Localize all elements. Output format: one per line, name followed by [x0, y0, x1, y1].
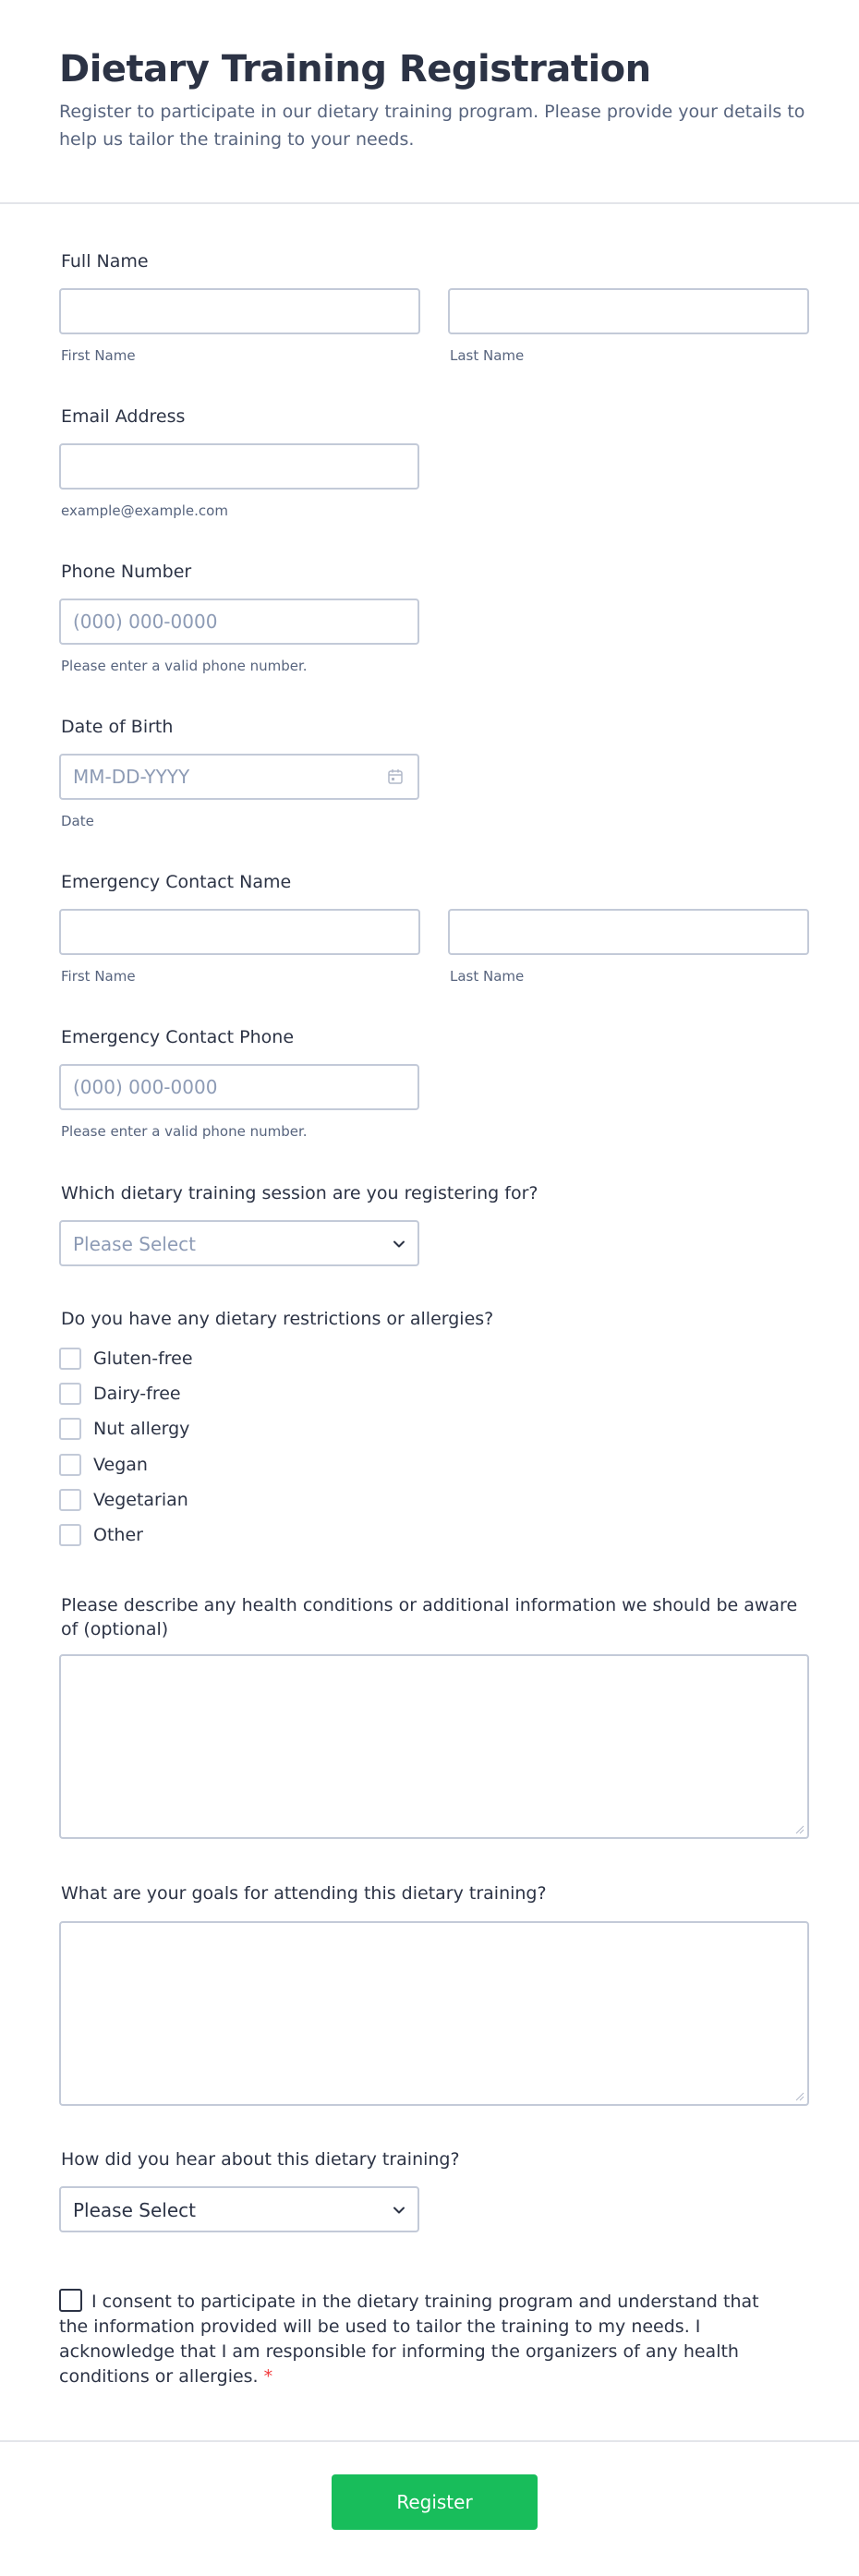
checkbox-label: Vegan	[93, 1455, 148, 1475]
checkbox-label: Dairy-free	[93, 1384, 181, 1404]
checkbox[interactable]	[59, 1454, 81, 1476]
emergency-first-name-input[interactable]	[59, 909, 420, 955]
dob-sublabel: Date	[61, 813, 94, 829]
last-name-input[interactable]	[448, 288, 809, 334]
first-name-sublabel: First Name	[61, 347, 136, 364]
referral-select-value: Please Select	[73, 2199, 196, 2221]
phone-sublabel: Please enter a valid phone number.	[61, 658, 308, 674]
goals-textarea[interactable]	[59, 1921, 809, 2106]
first-name-input[interactable]	[59, 288, 420, 334]
email-label: Email Address	[61, 406, 186, 427]
checkbox-label: Other	[93, 1525, 143, 1545]
checkbox[interactable]	[59, 1418, 81, 1440]
form-header	[0, 0, 859, 204]
form-subtitle: Register to participate in our dietary training program. Please provide your details to help us tailor the training to your needs.	[59, 102, 805, 150]
health-label: Please describe any health conditions or additional information we should be aware of (optional)	[61, 1595, 798, 1639]
checkbox-label: Gluten-free	[93, 1348, 193, 1369]
last-name-sublabel: Last Name	[450, 347, 525, 364]
consent-text: I consent to participate in the dietary training program and understand that the information provided will be used to tailor the training to my needs. I acknowledge that I am responsible for informing the organizers of any health conditions or allergies.	[59, 2292, 759, 2387]
emergency-phone-sublabel: Please enter a valid phone number.	[61, 1123, 308, 1140]
email-input[interactable]	[59, 443, 419, 490]
checkbox[interactable]	[59, 1348, 81, 1370]
register-button[interactable]: Register	[332, 2474, 538, 2530]
emergency-last-name-sublabel: Last Name	[450, 968, 525, 985]
emergency-phone-input[interactable]	[59, 1064, 419, 1110]
phone-input[interactable]	[59, 599, 419, 645]
emergency-phone-label: Emergency Contact Phone	[61, 1027, 295, 1047]
emergency-first-name-sublabel: First Name	[61, 968, 136, 985]
resize-handle-icon[interactable]	[795, 2092, 805, 2101]
checkbox-label: Vegetarian	[93, 1490, 188, 1510]
referral-select[interactable]	[59, 2186, 419, 2232]
restrictions-label: Do you have any dietary restrictions or allergies?	[61, 1309, 494, 1329]
session-select-value: Please Select	[73, 1233, 196, 1255]
phone-label: Phone Number	[61, 562, 192, 582]
checkbox[interactable]	[59, 1489, 81, 1511]
consent-checkbox[interactable]	[59, 2289, 82, 2312]
goals-label: What are your goals for attending this dietary training?	[61, 1883, 547, 1904]
required-marker: *	[263, 2366, 273, 2387]
dob-input[interactable]	[59, 754, 419, 800]
consent-block	[59, 2289, 761, 2389]
email-sublabel: example@example.com	[61, 502, 228, 519]
referral-label: How did you hear about this dietary training?	[61, 2149, 460, 2170]
full-name-label: Full Name	[61, 251, 149, 272]
chevron-down-icon	[392, 1237, 406, 1252]
form-title: Dietary Training Registration	[59, 48, 651, 91]
session-select[interactable]	[59, 1220, 419, 1266]
health-textarea[interactable]	[59, 1654, 809, 1839]
footer-divider	[0, 2440, 859, 2442]
checkbox-label: Nut allergy	[93, 1419, 190, 1439]
dob-label: Date of Birth	[61, 717, 174, 737]
emergency-name-label: Emergency Contact Name	[61, 872, 292, 892]
emergency-last-name-input[interactable]	[448, 909, 809, 955]
resize-handle-icon[interactable]	[795, 1825, 805, 1834]
calendar-icon[interactable]	[387, 768, 404, 785]
checkbox[interactable]	[59, 1383, 81, 1405]
chevron-down-icon	[392, 2203, 406, 2218]
session-label: Which dietary training session are you registering for?	[61, 1183, 538, 1203]
checkbox[interactable]	[59, 1524, 81, 1546]
